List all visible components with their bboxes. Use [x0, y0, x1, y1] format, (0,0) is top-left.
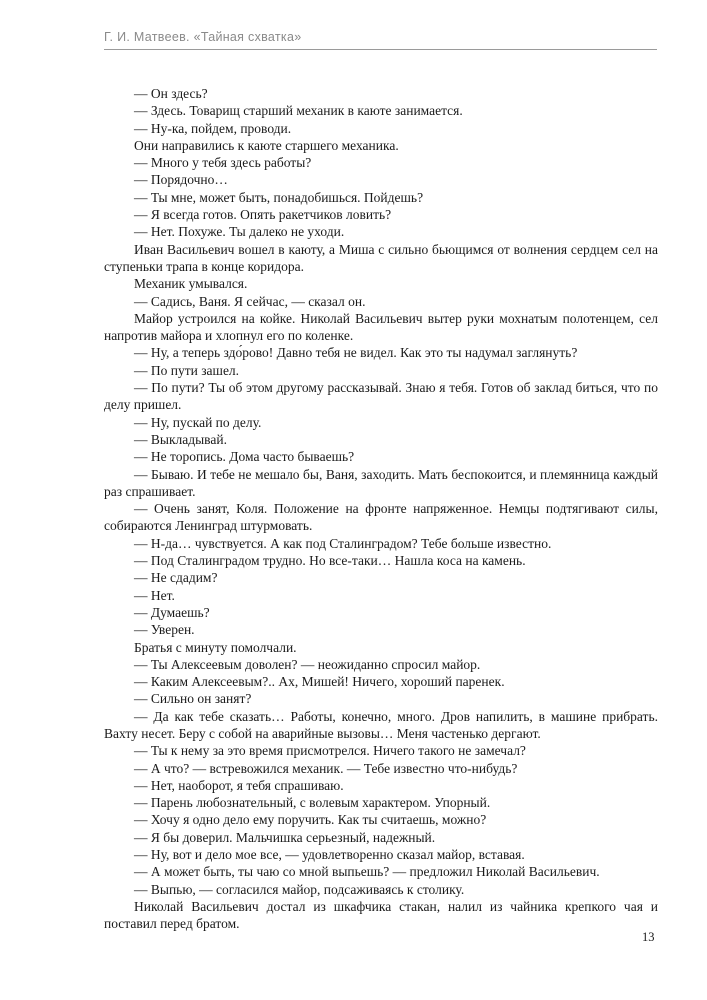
paragraph: — Сильно он занят?: [134, 691, 252, 707]
paragraph: — Ты мне, может быть, понадобишься. Пойдешь?: [134, 189, 424, 205]
paragraph: — Много у тебя здесь работы?: [134, 155, 312, 171]
paragraph: Николай Васильевич достал из шкафчика стакан, налил из чайника крепкого чая и поставил перед братом.: [104, 898, 658, 932]
paragraph: — Здесь. Товарищ старший механик в каюте занимается.: [134, 103, 463, 119]
paragraph: — Нет. Похуже. Ты далеко не уходи.: [134, 224, 345, 240]
paragraph: — Не торопись. Дома часто бываешь?: [134, 449, 355, 465]
paragraph: — А может быть, ты чаю со мной выпьешь? — предложил Николай Васильевич.: [134, 864, 600, 880]
paragraph: — По пути? Ты об этом другому рассказывай. Знаю я тебя. Готов об заклад биться, что по делу пришел.: [104, 380, 658, 413]
paragraph: Братья с минуту помолчали.: [134, 639, 297, 655]
text-body: [104, 85, 658, 933]
paragraph: — Хочу я одно дело ему поручить. Как ты считаешь, можно?: [134, 812, 487, 828]
paragraph: Они направились к каюте старшего механика.: [134, 137, 399, 153]
paragraph: — По пути зашел.: [134, 362, 240, 378]
paragraph: — Я всегда готов. Опять ракетчиков ловить?: [134, 207, 392, 223]
paragraph: — Нет.: [134, 587, 175, 603]
paragraph: — Ну, а теперь здо́рово! Давно тебя не видел. Как это ты надумал заглянуть?: [134, 345, 578, 361]
paragraph: — Да как тебе сказать… Работы, конечно, много. Дров напилить, в машине прибрать. Вахту несет. Беру с собой на аварийные вызовы… Меня частенько дергают.: [104, 708, 658, 741]
paragraph: — Каким Алексеевым?.. Ах, Мишей! Ничего, хороший паренек.: [134, 674, 505, 690]
paragraph: Иван Васильевич вошел в каюту, а Миша с сильно бьющимся от волнения сердцем сел на ступеньки трапа в конце коридора.: [104, 241, 658, 274]
paragraph: — Очень занят, Коля. Положение на фронте напряженное. Немцы подтягивают силы, собираются Ленинград штурмовать.: [104, 501, 658, 534]
header-rule: [104, 49, 657, 50]
paragraph: — Уверен.: [134, 622, 195, 638]
paragraph: — Я бы доверил. Мальчишка серьезный, надежный.: [134, 829, 436, 845]
paragraph: — Ну-ка, пойдем, проводи.: [134, 120, 292, 136]
paragraph: — Садись, Ваня. Я сейчас, — сказал он.: [134, 293, 366, 309]
paragraph: — Парень любознательный, с волевым характером. Упорный.: [134, 795, 491, 811]
paragraph: — Выкладывай.: [134, 431, 227, 447]
paragraph: — Бываю. И тебе не мешало бы, Ваня, заходить. Мать беспокоится, и племянница каждый раз спрашивает.: [104, 466, 658, 499]
paragraph: — Он здесь?: [134, 86, 208, 101]
paragraph: — Н-да… чувствуется. А как под Сталинградом? Тебе больше известно.: [134, 535, 552, 551]
paragraph: — Под Сталинградом трудно. Но все-таки… Нашла коса на камень.: [134, 553, 526, 569]
paragraph: — Ты к нему за это время присмотрелся. Ничего такого не замечал?: [134, 743, 526, 759]
paragraph: — Думаешь?: [134, 604, 210, 620]
paragraph: — Выпью, — согласился майор, подсаживаясь к столику.: [134, 881, 465, 897]
paragraph: — Ну, вот и дело мое все, — удовлетворенно сказал майор, вставая.: [134, 847, 525, 863]
paragraph: — Не сдадим?: [134, 570, 218, 586]
paragraph: — Ну, пускай по делу.: [134, 414, 262, 430]
page-number: 13: [642, 930, 655, 944]
paragraph: — Нет, наоборот, я тебя спрашиваю.: [134, 777, 344, 793]
paragraph: Майор устроился на койке. Николай Васильевич вытер руки мохнатым полотенцем, сел напротив майора и хлопнул его по коленке.: [104, 310, 658, 344]
paragraph: — А что? — встревожился механик. — Тебе известно что-нибудь?: [134, 760, 518, 776]
paragraph: — Порядочно…: [134, 172, 228, 188]
paragraph: — Ты Алексеевым доволен? — неожиданно спросил майор.: [134, 656, 481, 672]
paragraph: Механик умывался.: [134, 276, 248, 292]
running-header: Г. И. Матвеев. «Тайная схватка»: [104, 30, 302, 44]
